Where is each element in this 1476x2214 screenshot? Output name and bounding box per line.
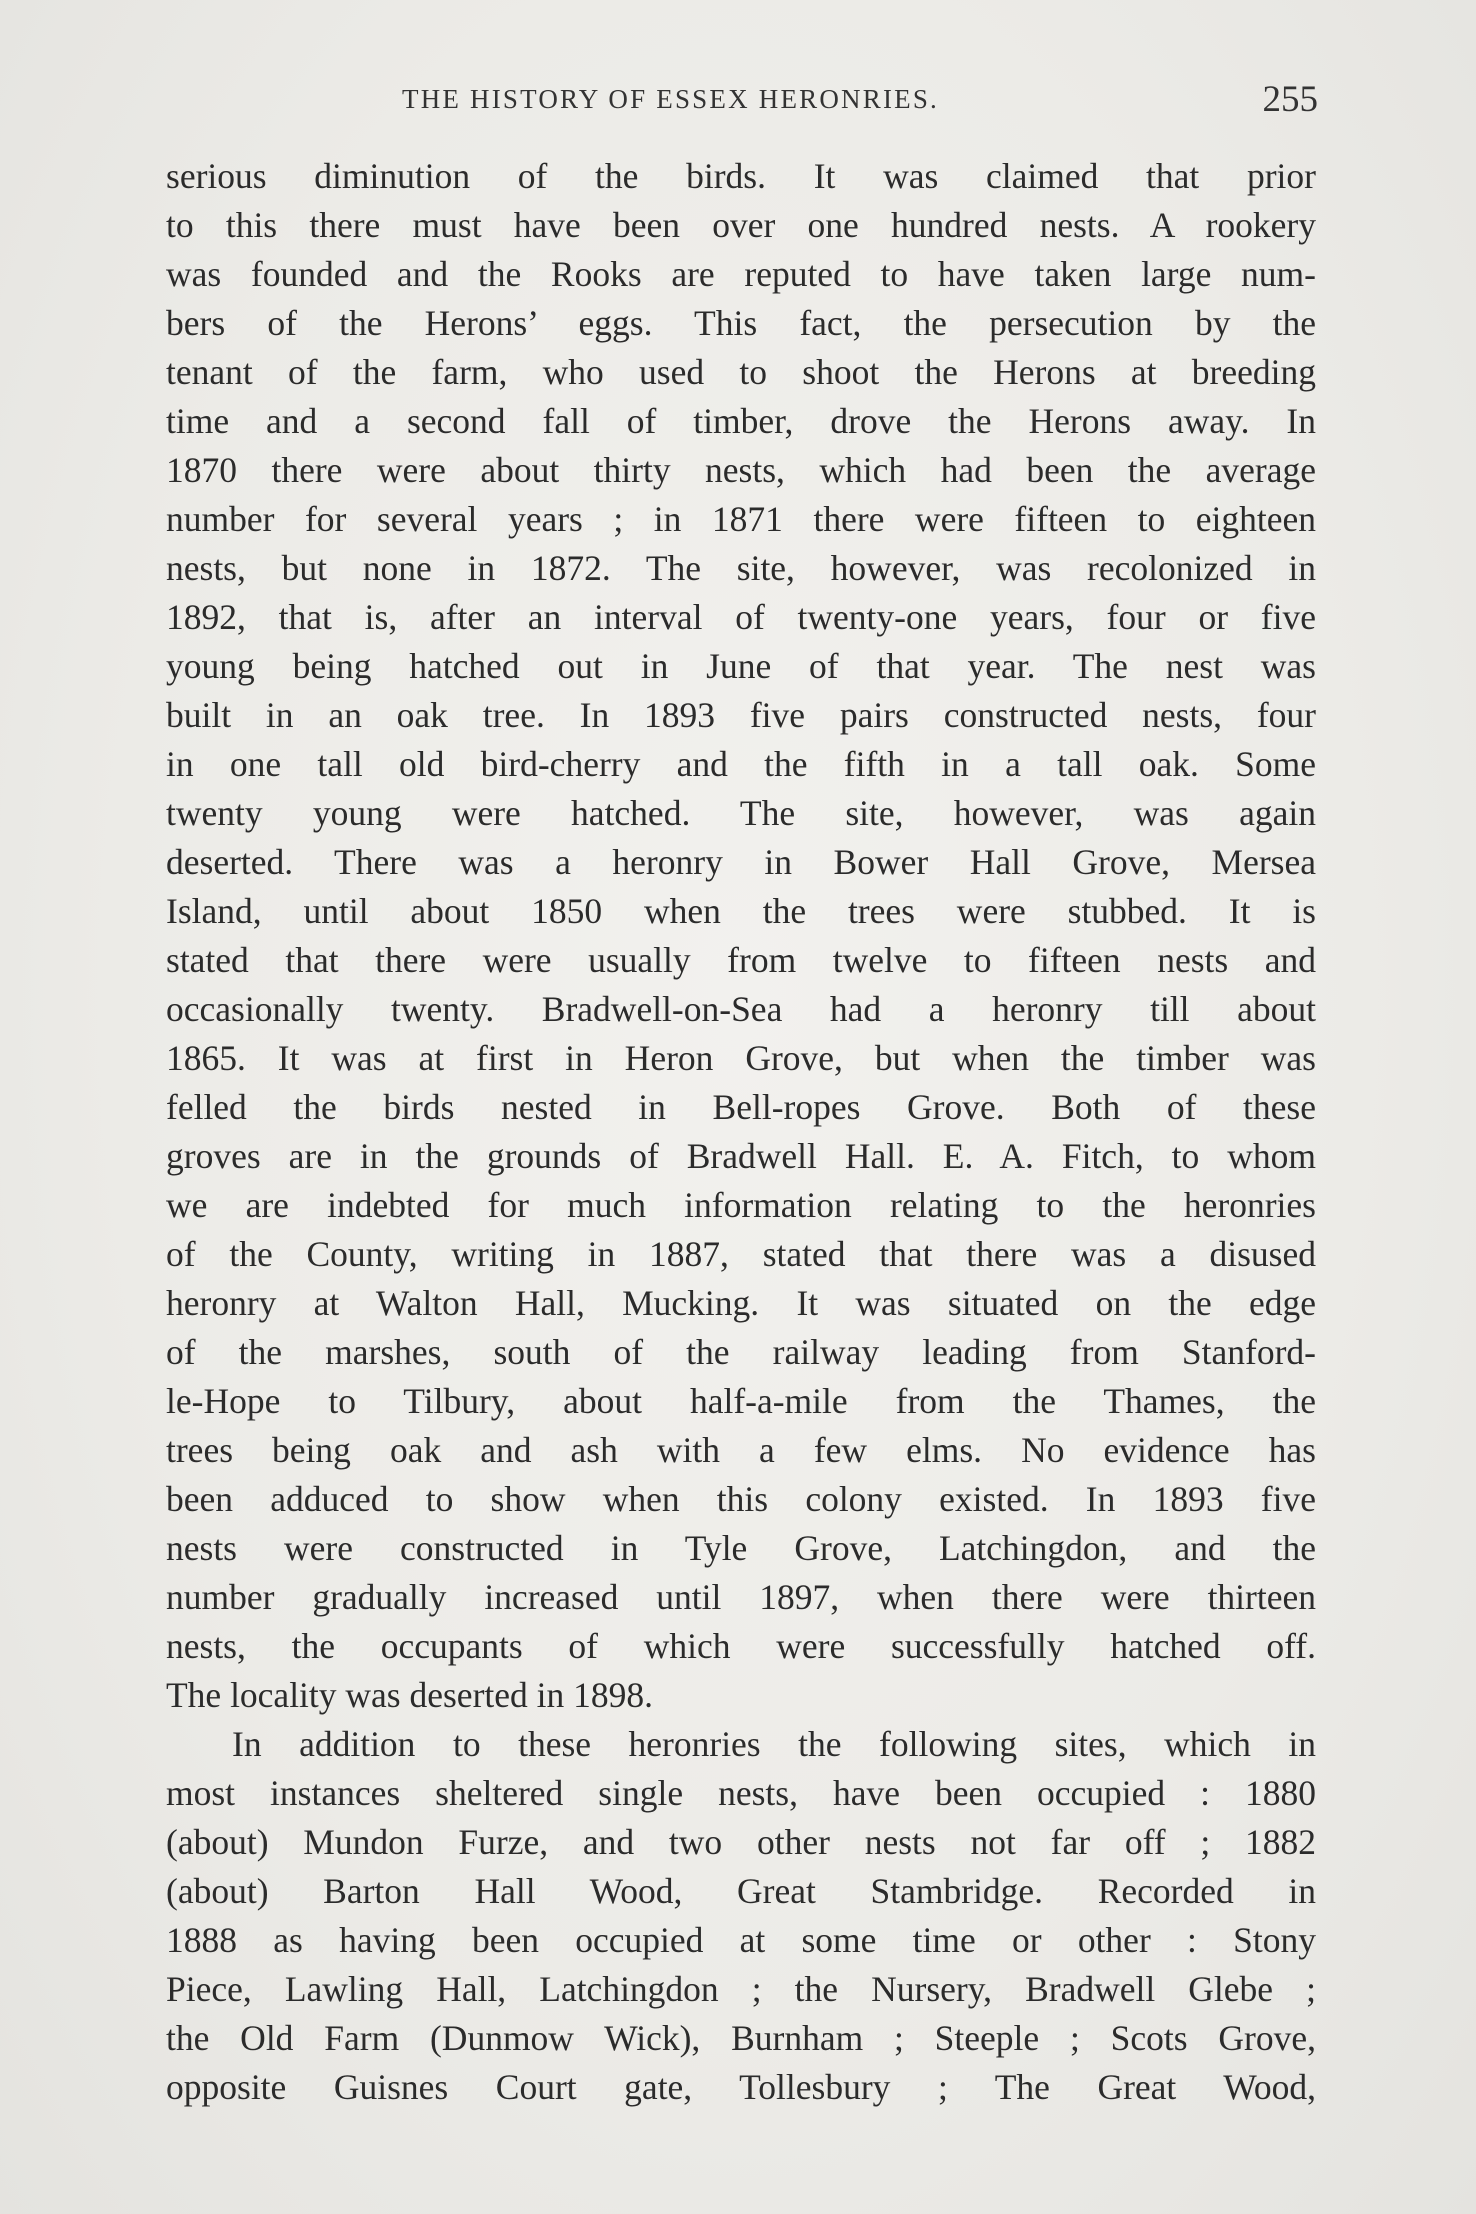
running-head: THE HISTORY OF ESSEX HERONRIES. [402, 84, 939, 114]
text-line: in one tall old bird-cherry and the fifth in a tall oak. Some [166, 744, 1316, 784]
page-header [166, 78, 1318, 128]
text-line: been adduced to show when this colony existed. In 1893 five [166, 1479, 1316, 1519]
paragraph-start-line: In addition to these heronries the following sites, which in [232, 1724, 1316, 1764]
text-line: Piece, Lawling Hall, Latchingdon ; the Nursery, Bradwell Glebe ; [166, 1969, 1316, 2009]
text-line: tenant of the farm, who used to shoot the Herons at breeding [166, 352, 1316, 392]
text-line: le-Hope to Tilbury, about half-a-mile from the Thames, the [166, 1381, 1316, 1421]
text-line: twenty young were hatched. The site, however, was again [166, 793, 1316, 833]
text-line: most instances sheltered single nests, have been occupied : 1880 [166, 1773, 1316, 1813]
body-text [166, 152, 1316, 2112]
text-line: heronry at Walton Hall, Mucking. It was situated on the edge [166, 1283, 1316, 1323]
text-line: was founded and the Rooks are reputed to have taken large num- [166, 254, 1316, 294]
text-line: occasionally twenty. Bradwell-on-Sea had a heronry till about [166, 989, 1316, 1029]
text-line: (about) Mundon Furze, and two other nests not far off ; 1882 [166, 1822, 1316, 1862]
text-line: felled the birds nested in Bell-ropes Grove. Both of these [166, 1087, 1316, 1127]
text-line: bers of the Herons’ eggs. This fact, the persecution by the [166, 303, 1316, 343]
text-line: stated that there were usually from twelve to fifteen nests and [166, 940, 1316, 980]
text-line: built in an oak tree. In 1893 five pairs constructed nests, four [166, 695, 1316, 735]
text-line: 1870 there were about thirty nests, which had been the average [166, 450, 1316, 490]
text-line: young being hatched out in June of that year. The nest was [166, 646, 1316, 686]
text-line: number for several years ; in 1871 there were fifteen to eighteen [166, 499, 1316, 539]
paragraph-end-line: The locality was deserted in 1898. [166, 1675, 653, 1715]
text-line: nests were constructed in Tyle Grove, Latchingdon, and the [166, 1528, 1316, 1568]
text-line: to this there must have been over one hundred nests. A rookery [166, 205, 1316, 245]
text-line: opposite Guisnes Court gate, Tollesbury ; The Great Wood, [166, 2067, 1316, 2107]
text-line: time and a second fall of timber, drove the Herons away. In [166, 401, 1316, 441]
text-line: the Old Farm (Dunmow Wick), Burnham ; Steeple ; Scots Grove, [166, 2018, 1316, 2058]
text-line: Island, until about 1850 when the trees were stubbed. It is [166, 891, 1316, 931]
text-line: nests, but none in 1872. The site, however, was recolonized in [166, 548, 1316, 588]
text-line: 1865. It was at first in Heron Grove, but when the timber was [166, 1038, 1316, 1078]
text-line: groves are in the grounds of Bradwell Hall. E. A. Fitch, to whom [166, 1136, 1316, 1176]
text-line: of the marshes, south of the railway leading from Stanford- [166, 1332, 1316, 1372]
text-line: we are indebted for much information relating to the heronries [166, 1185, 1316, 1225]
text-line: 1888 as having been occupied at some time or other : Stony [166, 1920, 1316, 1960]
text-line: nests, the occupants of which were successfully hatched off. [166, 1626, 1316, 1666]
text-line: serious diminution of the birds. It was claimed that prior [166, 156, 1316, 196]
text-line: of the County, writing in 1887, stated that there was a disused [166, 1234, 1316, 1274]
text-line: number gradually increased until 1897, when there were thirteen [166, 1577, 1316, 1617]
text-line: trees being oak and ash with a few elms. No evidence has [166, 1430, 1316, 1470]
text-line: deserted. There was a heronry in Bower Hall Grove, Mersea [166, 842, 1316, 882]
page-number: 255 [1262, 79, 1318, 120]
text-line: 1892, that is, after an interval of twenty-one years, four or five [166, 597, 1316, 637]
text-line: (about) Barton Hall Wood, Great Stambridge. Recorded in [166, 1871, 1316, 1911]
